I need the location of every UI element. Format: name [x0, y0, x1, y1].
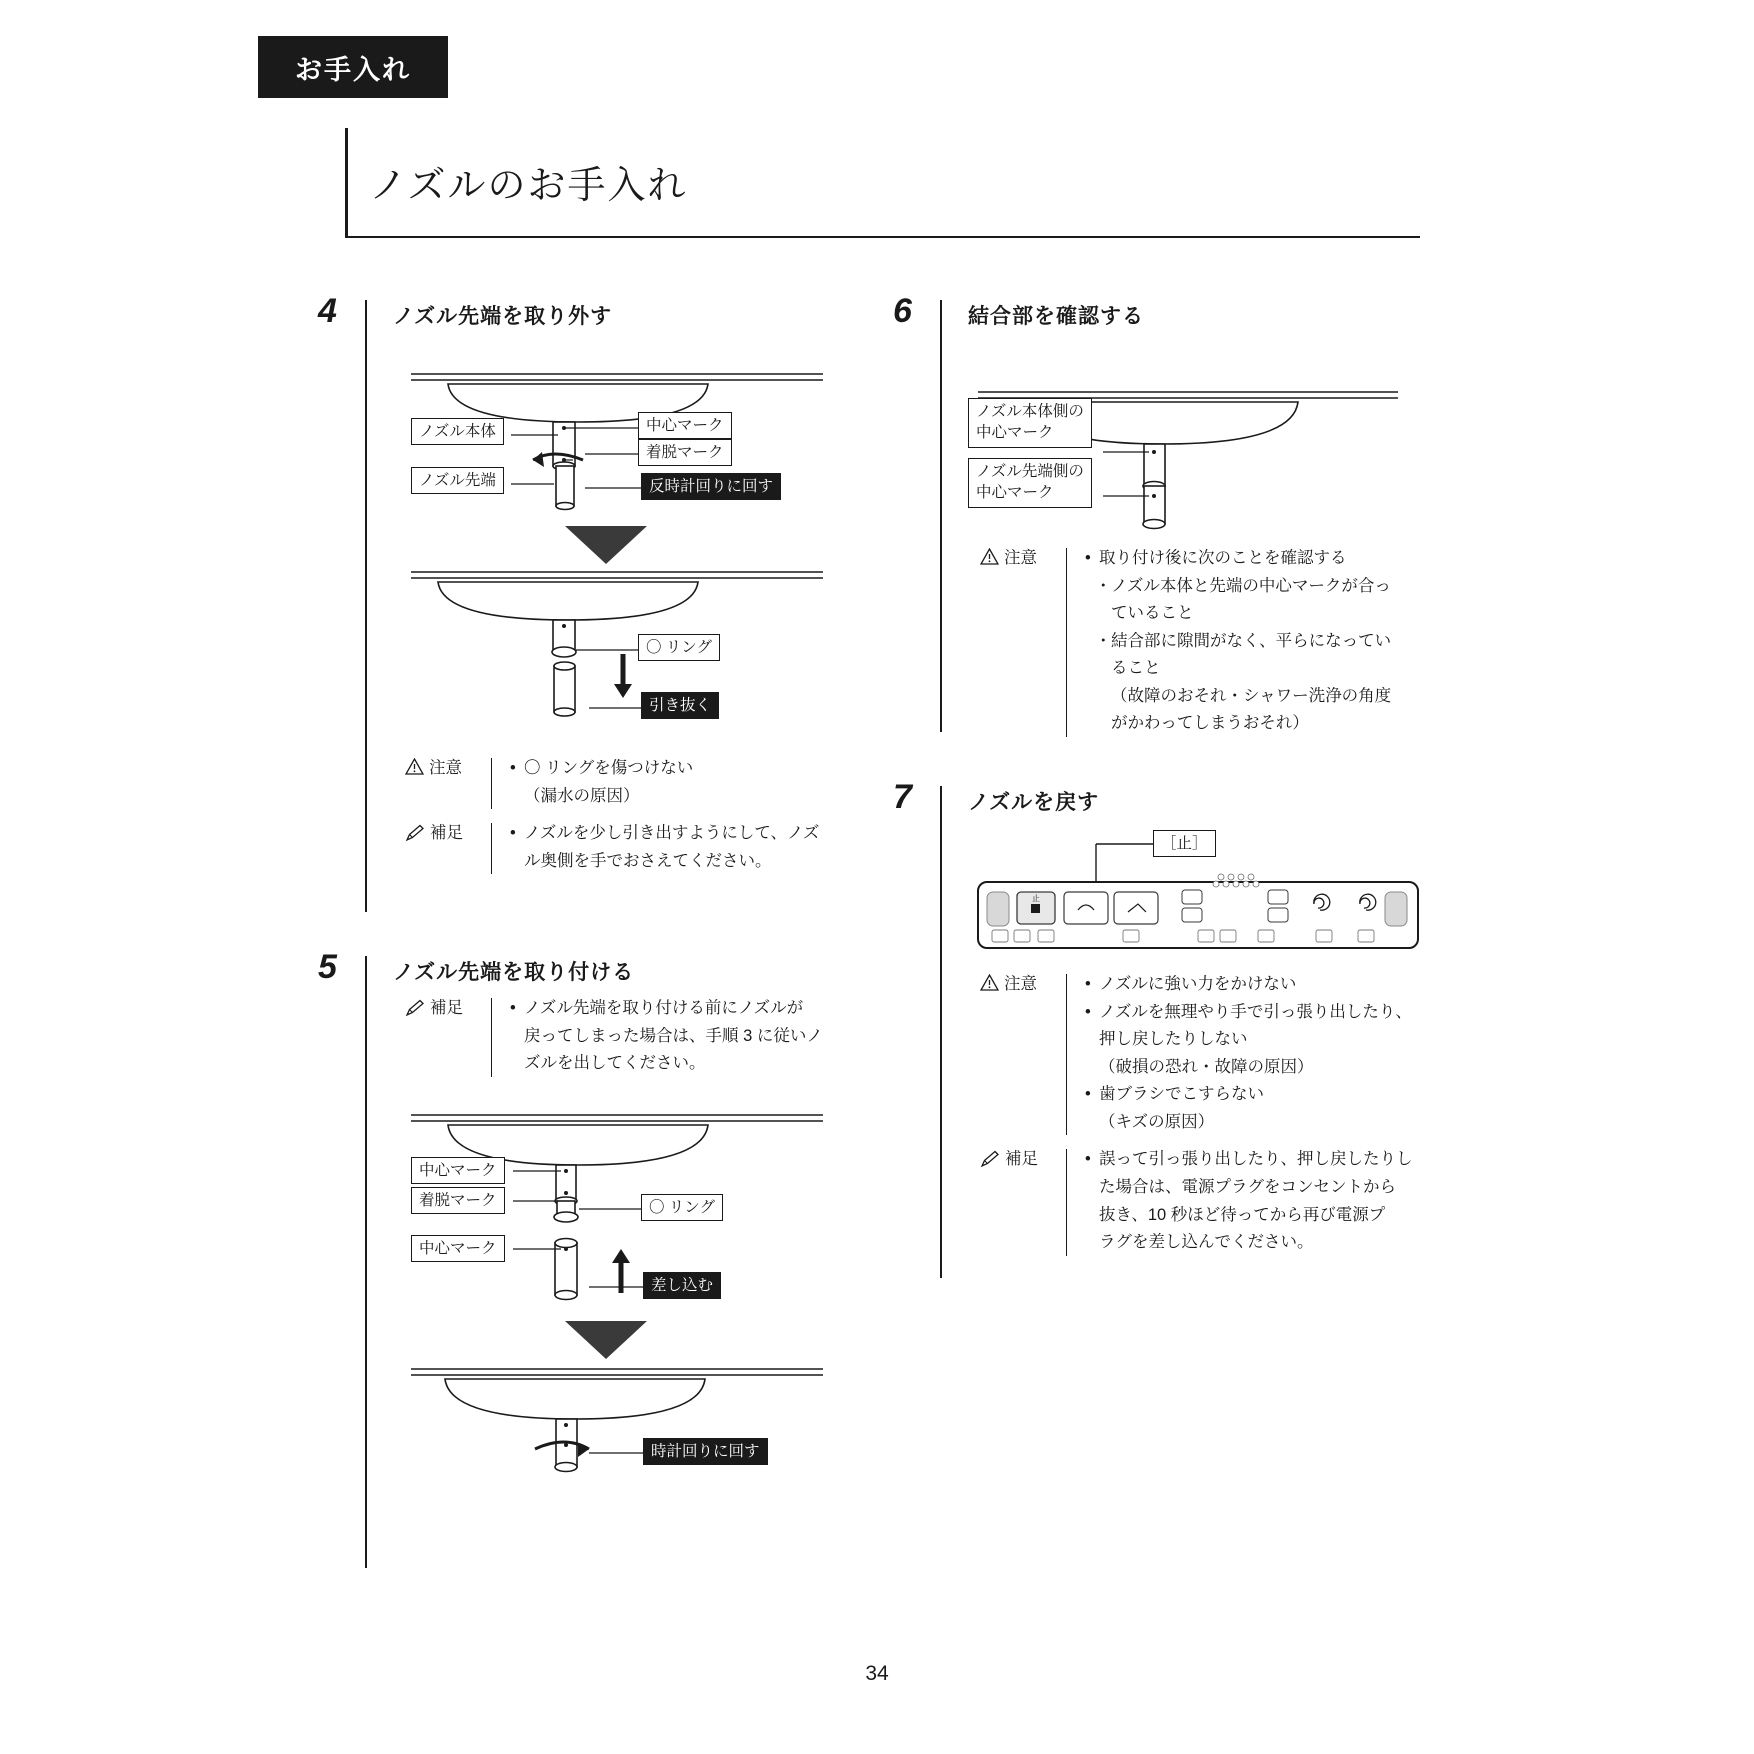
right-column [893, 292, 1440, 1286]
pencil-icon [405, 999, 425, 1017]
caution-line: ・ ノズル本体と先端の中心マークが合っ [1085, 574, 1440, 600]
caution-body [510, 756, 845, 811]
caution-label-group [980, 546, 1066, 739]
step-6-number: 6 [893, 292, 912, 330]
label-stop-button: ［止］ [1153, 830, 1216, 857]
label-o-ring: 〇 リング [641, 1194, 723, 1221]
caution-line: ていること [1111, 604, 1194, 623]
step-7-rule [940, 786, 942, 1278]
supplement-line: ル奥側を手でおさえてください。 [524, 851, 772, 870]
label-tip-center-mark-l1: ノズル先端側の [976, 463, 1084, 480]
caution-line: （破損の恐れ・故障の原因） [1099, 1057, 1314, 1076]
caution-line: • ノズルを無理やり手で引っ張り出したり、 [1085, 1000, 1440, 1026]
caution-body [1085, 546, 1440, 739]
page-title: ノズルのお手入れ [369, 165, 688, 207]
note-divider [491, 998, 502, 1077]
step-5-rule [365, 956, 367, 1568]
label-pull-out: 引き抜く [641, 692, 719, 719]
label-o-ring: 〇 リング [638, 634, 720, 661]
step-4-illustration [393, 336, 843, 746]
step-7-figure [968, 822, 1440, 962]
caution-line: ・ 結合部に隙間がなく、平らになってい [1085, 629, 1440, 655]
step-5-heading: ノズル先端を取り付ける [393, 961, 635, 984]
caution-label: 注意 [1004, 975, 1037, 993]
label-turn-ccw: 反時計回りに回す [641, 473, 781, 500]
left-column [318, 292, 845, 1576]
label-attach-mark: 着脱マーク [638, 439, 732, 466]
label-center-mark: 中心マーク [638, 412, 732, 439]
step-4-caution [405, 756, 845, 811]
page-number: 34 [865, 1662, 889, 1685]
label-body-center-mark [968, 398, 1092, 448]
caution-line: • 歯ブラシでこすらない [1085, 1082, 1440, 1108]
note-divider [1066, 548, 1077, 737]
supplement-line: • ノズル先端を取り付ける前にノズルが [510, 996, 845, 1022]
step-6-heading: 結合部を確認する [968, 305, 1144, 328]
label-body-center-mark-l2: 中心マーク [976, 423, 1054, 441]
step-4-supplement [405, 821, 845, 876]
step-4 [318, 292, 845, 920]
page-title-block [345, 128, 1420, 238]
supplement-label-group [405, 821, 491, 876]
caution-label: 注意 [1004, 549, 1037, 567]
caution-line: • ノズルに強い力をかけない [1085, 972, 1440, 998]
supplement-line: ラグを差し込んでください。 [1099, 1233, 1314, 1252]
caution-line: （故障のおそれ・シャワー洗浄の角度 [1111, 686, 1392, 705]
note-divider [491, 758, 502, 809]
step-6-figure [968, 336, 1440, 536]
step-7 [893, 778, 1440, 1286]
step-5-supplement [405, 996, 845, 1079]
label-insert: 差し込む [643, 1272, 721, 1299]
note-divider [1066, 974, 1077, 1135]
supplement-line: • ノズルを少し引き出すようにして、ノズ [510, 821, 845, 847]
step-7-supplement [980, 1147, 1440, 1257]
step-7-number: 7 [893, 778, 912, 816]
title-rule-bottom [345, 236, 1420, 238]
note-divider [1066, 1149, 1077, 1255]
caution-line: • 取り付け後に次のことを確認する [1085, 546, 1440, 572]
step-6-caution [980, 546, 1440, 739]
supplement-label: 補足 [430, 999, 463, 1017]
chapter-tab: お手入れ [258, 36, 448, 98]
supplement-line: ズルを出してください。 [524, 1054, 706, 1073]
caution-line: （キズの原因） [1099, 1112, 1215, 1131]
label-nozzle-tip: ノズル先端 [411, 467, 504, 494]
caution-line: • 〇 リングを傷つけない [510, 756, 845, 782]
title-rule-left [345, 128, 348, 236]
step-5-number: 5 [318, 948, 337, 986]
warning-icon [980, 548, 999, 565]
label-turn-cw: 時計回りに回す [643, 1438, 768, 1465]
supplement-label-group [980, 1147, 1066, 1257]
step-4-rule [365, 300, 367, 912]
supplement-line: • 誤って引っ張り出したり、押し戻したりし [1085, 1147, 1440, 1173]
label-nozzle-body: ノズル本体 [411, 418, 504, 445]
supplement-label-group [405, 996, 491, 1079]
supplement-body [1085, 1147, 1440, 1257]
step-4-heading: ノズル先端を取り外す [393, 305, 613, 328]
label-attach-mark: 着脱マーク [411, 1187, 505, 1214]
label-center-mark-bottom: 中心マーク [411, 1235, 505, 1262]
supplement-line: 抜き、10 秒ほど待ってから再び電源プ [1099, 1205, 1386, 1224]
caution-line: 押し戻したりしない [1099, 1030, 1248, 1049]
step-4-figure [393, 336, 845, 746]
caution-line: がかわってしまうおそれ） [1111, 714, 1309, 733]
pencil-icon [980, 1150, 1000, 1168]
caution-label: 注意 [429, 759, 462, 777]
supplement-line: た場合は、電源プラグをコンセントから [1099, 1177, 1396, 1196]
warning-icon [980, 974, 999, 991]
caution-label-group [405, 756, 491, 811]
label-center-mark-top: 中心マーク [411, 1157, 505, 1184]
step-5-figure [393, 1097, 845, 1527]
caution-line: ること [1111, 659, 1161, 678]
step-5 [318, 948, 845, 1576]
note-divider [491, 823, 502, 874]
step-6-rule [940, 300, 942, 732]
caution-line: （漏水の原因） [524, 786, 640, 805]
step-7-heading: ノズルを戻す [968, 791, 1100, 814]
warning-icon [405, 758, 424, 775]
caution-body [1085, 972, 1440, 1137]
label-tip-center-mark-l2: 中心マーク [976, 483, 1054, 501]
step-6 [893, 292, 1440, 740]
pencil-icon [405, 824, 425, 842]
svg-text:止: 止 [1032, 894, 1040, 903]
supplement-line: 戻ってしまった場合は、手順 3 に従いノ [524, 1026, 823, 1045]
caution-label-group [980, 972, 1066, 1137]
supplement-label: 補足 [1005, 1150, 1038, 1169]
step-7-caution [980, 972, 1440, 1137]
step-4-number: 4 [318, 292, 337, 330]
label-body-center-mark-l1: ノズル本体側の [976, 403, 1084, 420]
label-tip-center-mark [968, 458, 1092, 508]
supplement-label: 補足 [430, 824, 463, 843]
supplement-body [510, 821, 845, 876]
supplement-body [510, 996, 845, 1079]
